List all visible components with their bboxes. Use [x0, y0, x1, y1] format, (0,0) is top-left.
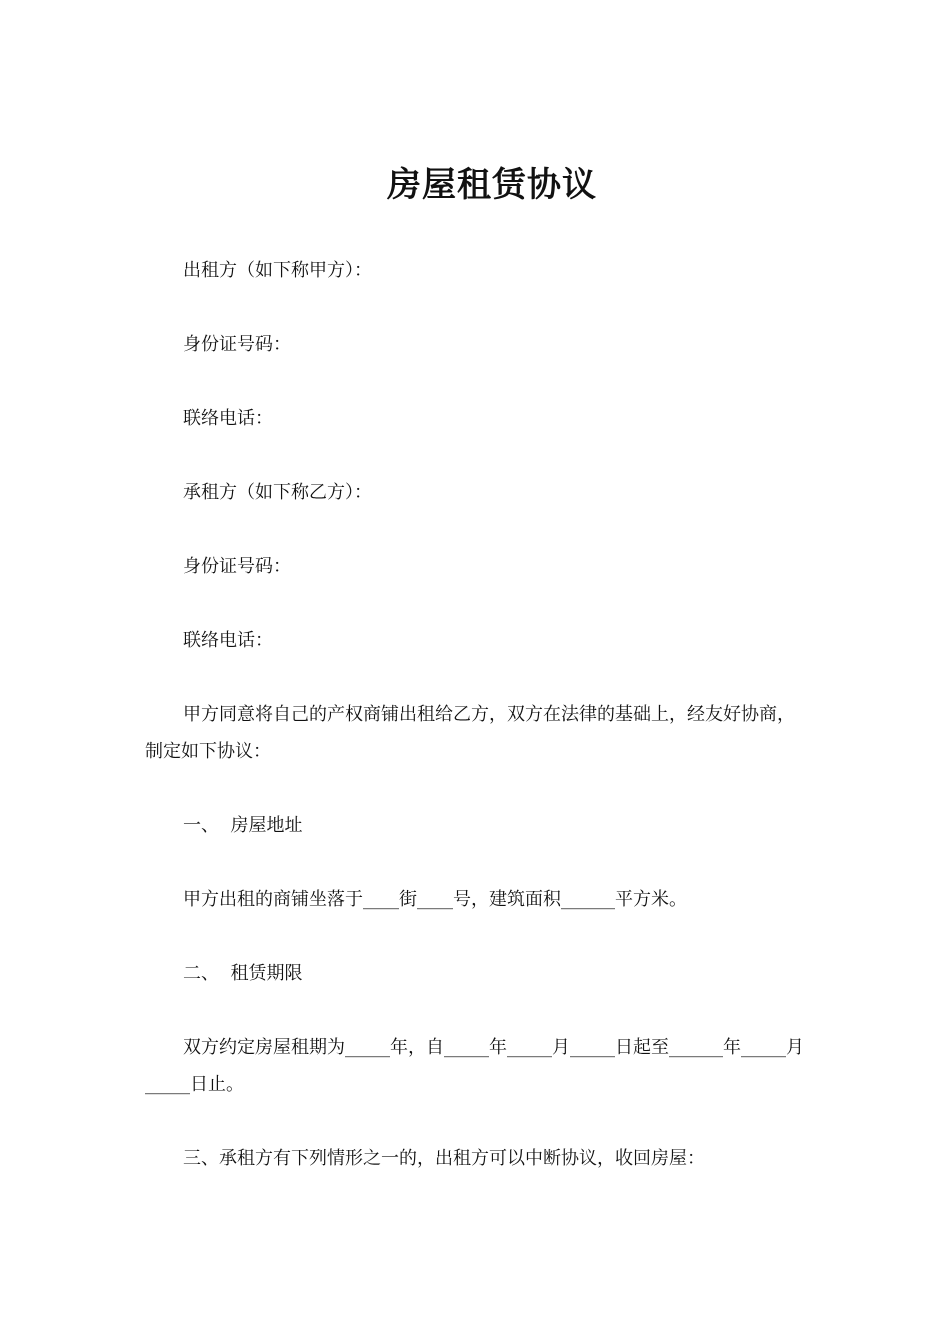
paragraph-term: 双方约定房屋租期为_____年，自_____年_____月_____日起至______年_____月_____日止。 — [145, 1037, 804, 1095]
document-body — [145, 252, 809, 1214]
section-heading-termination: 三、承租方有下列情形之一的，出租方可以中断协议，收回房屋： — [183, 1148, 705, 1169]
paragraph-lessor-id: 身份证号码： — [183, 334, 291, 355]
paragraph-address: 甲方出租的商铺坐落于____街____号，建筑面积______平方米。 — [183, 889, 687, 910]
section-heading-term: 二、 租赁期限 — [183, 963, 303, 984]
paragraph-agreement-intro: 甲方同意将自己的产权商铺出租给乙方，双方在法律的基础上，经友好协商，制定如下协议： — [145, 704, 795, 762]
section-heading-address: 一、 房屋地址 — [183, 815, 303, 836]
paragraph-lessor: 出租方（如下称甲方）： — [183, 260, 372, 281]
paragraph-lessee-phone: 联络电话： — [183, 630, 273, 651]
paragraph-lessee: 承租方（如下称乙方）： — [183, 482, 372, 503]
paragraph-lessee-id: 身份证号码： — [183, 556, 291, 577]
paragraph-lessor-phone: 联络电话： — [183, 408, 273, 429]
document-title: 房屋租赁协议 — [387, 164, 597, 205]
